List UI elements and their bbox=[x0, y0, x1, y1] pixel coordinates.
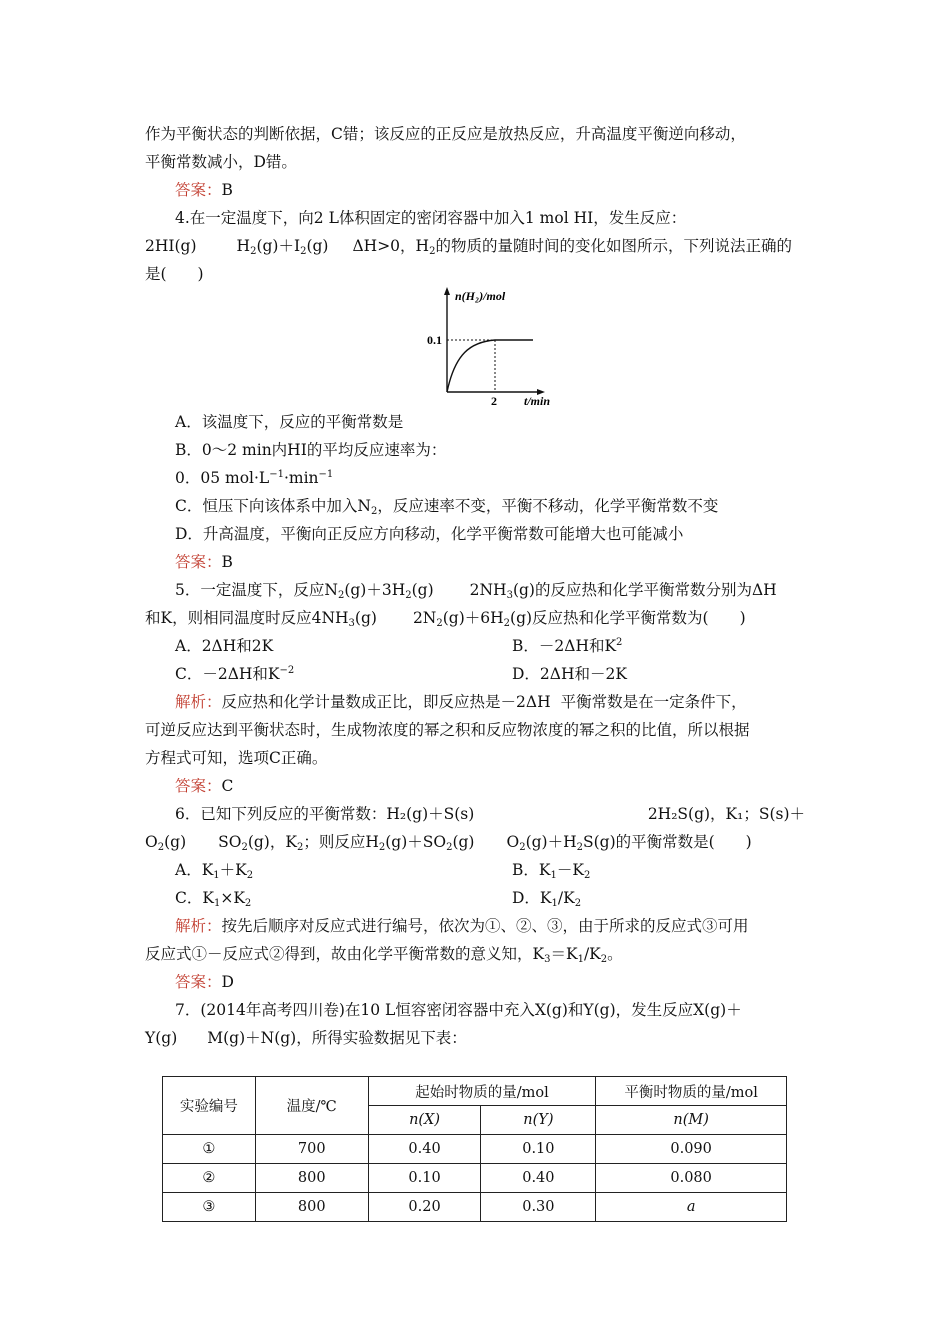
q4-answer: 答案：B bbox=[175, 553, 233, 571]
table-row bbox=[163, 1135, 787, 1164]
q6-stem-line2: $O_2(g)$ $SO_2(g)$，$K_2$；则反应$H_2(g)+SO_2(g)$ $O_2(g)+H_2S(g)$的平衡常数是( ) bbox=[145, 833, 752, 853]
x-axis-label: t/min bbox=[524, 394, 551, 408]
cell-ny: 0.10 bbox=[481, 1135, 596, 1164]
answer-label: 答案： bbox=[175, 181, 222, 199]
q6-explanation-line1: 解析：按先后顺序对反应式进行编号，依次为①、②、③，由于所求的反应式③可用 bbox=[175, 917, 749, 935]
q5-explanation-line3: 方程式可知，选项C正确。 bbox=[145, 749, 328, 767]
cell-temp: 800 bbox=[255, 1193, 368, 1222]
q5-stem-line2: 和K，则相同温度时反应$4NH_3(g)$ $2N_2(g)+6H_2(g)$反应热和化学平衡常数为( ) bbox=[145, 609, 746, 629]
q5-answer: 答案：C bbox=[175, 777, 234, 795]
cell-id: ② bbox=[163, 1164, 256, 1193]
prev-text-line2: 平衡常数减小，D错。 bbox=[145, 153, 297, 171]
q5-explanation-line2: 可逆反应达到平衡状态时，生成物浓度的幂之积和反应物浓度的幂之积的比值，所以根据 bbox=[145, 721, 750, 739]
answer-value: B bbox=[221, 181, 233, 199]
h2-curve bbox=[447, 340, 533, 392]
experiment-table bbox=[162, 1076, 787, 1222]
header-equilibrium-amount: 平衡时物质的量/mol bbox=[596, 1077, 787, 1106]
q4-option-c: C．恒压下向该体系中加入$N_2$，反应速率不变，平衡不移动，化学平衡常数不变 bbox=[175, 497, 719, 517]
cell-nx: 0.20 bbox=[368, 1193, 481, 1222]
cell-temp: 700 bbox=[255, 1135, 368, 1164]
q4-option-b-line2: 0．05 $mol\cdot L^{-1}\cdot\min^{-1}$ bbox=[175, 469, 334, 487]
q4-option-d: D．升高温度，平衡向正反应方向移动，化学平衡常数可能增大也可能减小 bbox=[175, 525, 684, 543]
q6-stem-line1: 6．已知下列反应的平衡常数：H₂(g)＋S(s) 2H₂S(g)，K₁；S(s)＋ bbox=[175, 805, 805, 823]
q4-graph bbox=[415, 284, 565, 412]
q6-option-a: A．$K_1+K_2$ bbox=[175, 861, 254, 881]
x-tick-label: 2 bbox=[491, 394, 497, 408]
y-axis-label: n(H₂)/mol bbox=[455, 289, 506, 303]
q4-option-a: A．该温度下，反应的平衡常数是 bbox=[175, 413, 404, 431]
q5-option-a: A．2ΔH和2K bbox=[175, 637, 274, 655]
q6-option-d: D．$K_1/K_2$ bbox=[512, 889, 582, 909]
header-nm: n(M) bbox=[596, 1106, 787, 1135]
q7-stem-line1: 7．(2014年高考四川卷)在10 L恒容密闭容器中充入X(g)和Y(g)，发生反应X(g)＋ bbox=[175, 1001, 742, 1019]
q6-option-b: B．$K_1-K_2$ bbox=[512, 861, 591, 881]
q6-option-c: C．$K_1\times K_2$ bbox=[175, 889, 252, 909]
cell-nm: a bbox=[596, 1193, 787, 1222]
cell-nm: 0.090 bbox=[596, 1135, 787, 1164]
cell-nm: 0.080 bbox=[596, 1164, 787, 1193]
q5-explanation-line1: 解析：反应热和化学计量数成正比，即反应热是－2ΔH 平衡常数是在一定条件下， bbox=[175, 693, 747, 711]
q6-explanation-line2: 反应式①－反应式②得到，故由化学平衡常数的意义知，$K_3=K_1/K_2$。 bbox=[145, 945, 623, 965]
header-ny: n(Y) bbox=[481, 1106, 596, 1135]
cell-id: ① bbox=[163, 1135, 256, 1164]
q4-option-b-line1: B．0～2 min内HI的平均反应速率为： bbox=[175, 441, 447, 459]
q5-option-d: D．2ΔH和－2K bbox=[512, 665, 627, 683]
q5-option-b: B．－2ΔH和$K^2$ bbox=[512, 637, 623, 655]
cell-id: ③ bbox=[163, 1193, 256, 1222]
header-temperature: 温度/℃ bbox=[255, 1077, 368, 1135]
cell-nx: 0.10 bbox=[368, 1164, 481, 1193]
q4-stem-line3: 是( ) bbox=[145, 265, 204, 283]
q7-stem-line2: Y(g) M(g)＋N(g)，所得实验数据见下表： bbox=[145, 1029, 467, 1047]
q5-option-c: C．－2ΔH和$K^{-2}$ bbox=[175, 665, 295, 683]
prev-answer bbox=[175, 180, 233, 200]
q4-stem-line2: 2HI(g) $H_2(g)+I_2(g)$ ΔH>0，$H_2$的物质的量随时间的变化如图所示，下列说法正确的 bbox=[145, 237, 792, 257]
header-nx: n(X) bbox=[368, 1106, 481, 1135]
cell-nx: 0.40 bbox=[368, 1135, 481, 1164]
q5-stem-line1: 5．一定温度下，反应$N_2(g)+3H_2(g)$ $2NH_3(g)$的反应热和化学平衡常数分别为ΔH bbox=[175, 581, 777, 601]
cell-ny: 0.30 bbox=[481, 1193, 596, 1222]
header-initial-amount: 起始时物质的量/mol bbox=[368, 1077, 596, 1106]
cell-temp: 800 bbox=[255, 1164, 368, 1193]
prev-text-line1: 作为平衡状态的判断依据，C错；该反应的正反应是放热反应，升高温度平衡逆向移动， bbox=[145, 125, 746, 143]
y-axis-arrow bbox=[444, 287, 450, 295]
table-row bbox=[163, 1193, 787, 1222]
header-experiment-id: 实验编号 bbox=[163, 1077, 256, 1135]
cell-ny: 0.40 bbox=[481, 1164, 596, 1193]
y-tick-label: 0.1 bbox=[427, 333, 442, 347]
q6-answer: 答案：D bbox=[175, 973, 234, 991]
table-row bbox=[163, 1164, 787, 1193]
q4-stem-line1: 4.在一定温度下，向2 L体积固定的密闭容器中加入1 mol HI，发生反应： bbox=[175, 209, 687, 227]
